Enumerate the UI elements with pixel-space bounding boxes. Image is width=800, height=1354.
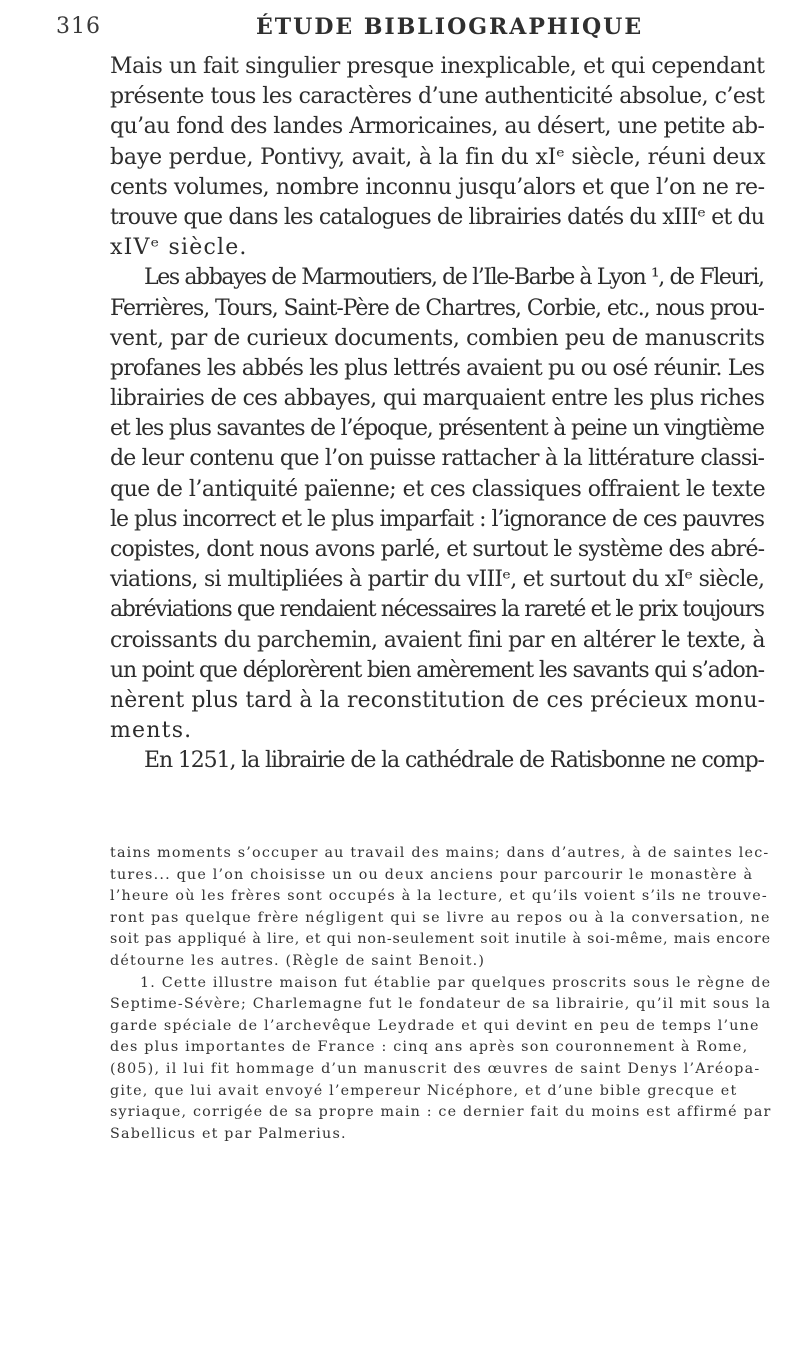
footnote-line: soit pas appliqué à lire, et qui non-seulement soit inutile à soi-même, mais encore: [110, 931, 771, 948]
text-line: trouve que dans les catalogues de librairies datés du xIIIᵉ et du: [110, 204, 765, 230]
text-line: viations, si multipliées à partir du vIIIᵉ, et surtout du xIᵉ siècle,: [110, 567, 765, 593]
footnote-line: ront pas quelque frère négligent qui se livre au repos ou à la conversation, ne: [110, 909, 771, 926]
text-line: et les plus savantes de l’époque, présentent à peine un vingtième: [110, 416, 764, 442]
footnotes: [110, 843, 800, 1145]
text-line: vent, par de curieux documents, combien peu de manuscrits: [110, 325, 765, 351]
text-line: de leur contenu que l’on puisse rattacher à la littérature classi-: [110, 446, 765, 472]
text-line: nèrent plus tard à la reconstitution de ces précieux monu-: [110, 687, 766, 713]
running-head: [56, 14, 766, 44]
page-number: 316: [56, 14, 101, 39]
paragraph-start-line: Les abbayes de Marmoutiers, de l’Ile-Barbe à Lyon ¹, de Fleuri,: [144, 265, 764, 291]
main-text: [110, 52, 800, 777]
footnote-line: syriaque, corrigée de sa propre main : ce dernier fait du moins est affirmé par: [110, 1104, 772, 1121]
text-line: le plus incorrect et le plus imparfait : l’ignorance de ces pauvres: [110, 506, 764, 532]
text-line: Ferrières, Tours, Saint-Père de Chartres, Corbie, etc., nous prou-: [110, 295, 764, 321]
text-line: croissants du parchemin, avaient fini par en altérer le texte, à: [110, 627, 765, 653]
text-line: xIVᵉ siècle.: [110, 235, 248, 261]
text-line: présente tous les caractères d’une authenticité absolue, c’est: [110, 84, 765, 110]
footnote-line: garde spéciale de l’archevêque Leydrade et qui devint en peu de temps l’une: [110, 1017, 760, 1034]
text-line: copistes, dont nous avons parlé, et surtout le système des abré-: [110, 537, 765, 562]
footnote-line: Septime-Sévère; Charlemagne fut le fondateur de sa librairie, qu’il mit sous la: [110, 996, 772, 1013]
paragraph-start-line: En 1251, la librairie de la cathédrale de Ratisbonne ne comp-: [144, 748, 764, 774]
text-line: Mais un fait singulier presque inexplicable, et qui cependant: [110, 54, 765, 79]
text-line: ments.: [110, 718, 193, 744]
text-line: un point que déplorèrent bien amèrement les savants qui s’adon-: [110, 657, 764, 683]
text-line: baye perdue, Pontivy, avait, à la fin du xIᵉ siècle, réuni deux: [110, 144, 766, 170]
text-line: profanes les abbés les plus lettrés avaient pu ou osé réunir. Les: [110, 355, 765, 381]
running-title: ÉTUDE BIBLIOGRAPHIQUE: [256, 14, 644, 40]
text-line: librairies de ces abbayes, qui marquaient entre les plus riches: [110, 386, 765, 412]
footnote-start-line: 1. Cette illustre maison fut établie par quelques proscrits sous le règne de: [140, 974, 772, 991]
text-line: abréviations que rendaient nécessaires la rareté et le prix toujours: [110, 597, 764, 623]
text-line: cents volumes, nombre inconnu jusqu’alors et que l’on ne re-: [110, 174, 765, 200]
footnote-line: Sabellicus et par Palmerius.: [110, 1125, 347, 1142]
footnote-line: (805), il lui fit hommage d’un manuscrit des œuvres de saint Denys l’Aréopa-: [110, 1060, 761, 1077]
footnote-line: tures... que l’on choisisse un ou deux anciens pour parcourir le monastère à: [110, 866, 754, 883]
text-line: qu’au fond des landes Armoricaines, au désert, une petite ab-: [110, 114, 765, 140]
footnote-line: détourne les autres. (Règle de saint Benoit.): [110, 952, 486, 969]
footnote-line: l’heure où les frères sont occupés à la lecture, et qu’ils voient s’ils ne trouve-: [110, 888, 768, 905]
footnote-line: gite, que lui avait envoyé l’empereur Nicéphore, et d’une bible grecque et: [110, 1082, 738, 1099]
footnote-line: tains moments s’occuper au travail des mains; dans d’autres, à de saintes lec-: [110, 845, 770, 861]
footnote-line: des plus importantes de France : cinq ans après son couronnement à Rome,: [110, 1039, 749, 1056]
text-line: que de l’antiquité païenne; et ces classiques offraient le texte: [110, 476, 766, 502]
